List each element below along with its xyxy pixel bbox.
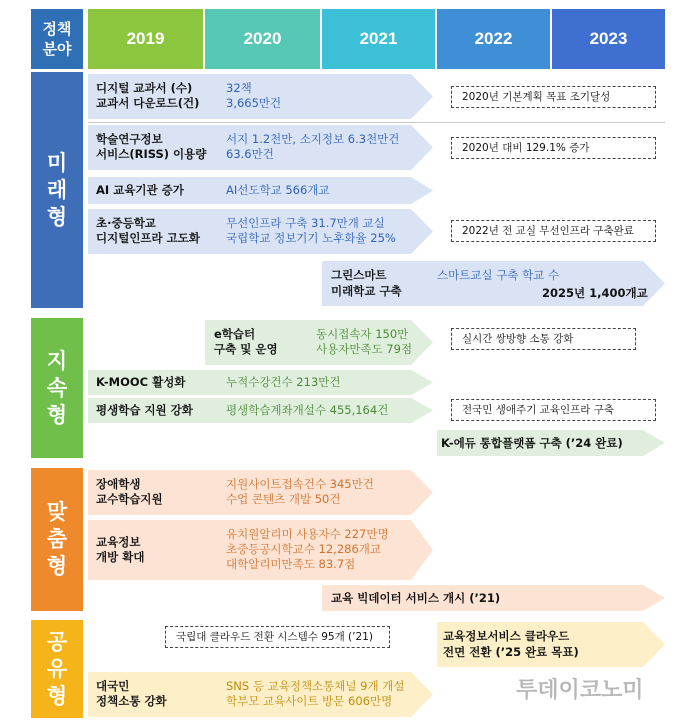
disabled-value-1: 지원사이트접속건수 345만건 (226, 477, 374, 491)
open-info-value-3: 대학알리미만족도 83.7점 (226, 557, 356, 571)
year-header-2021: 2021 (322, 9, 435, 69)
e-study-goal-box: 실시간 쌍방향 소통 강화 (451, 328, 636, 350)
year-header-2023: 2023 (552, 9, 665, 69)
riss-value-1: 서지 1.2천만, 소지정보 6.3천만건 (226, 132, 400, 146)
textbook-label-1: 디지털 교과서 (수) (96, 81, 193, 95)
disabled-label-2: 교수학습지원 (96, 492, 163, 506)
comm-value-2: 학부모 교육사이트 방문 606만명 (226, 694, 393, 708)
lifelong-goal-box: 전국민 생애주기 교육인프라 구축 (451, 399, 656, 421)
category-custom: 맞 춤 형 (31, 468, 83, 611)
textbook-value-1: 32책 (226, 81, 252, 95)
infra-label-2: 디지털인프라 고도화 (96, 231, 200, 245)
riss-label-2: 서비스(RISS) 이용량 (96, 147, 207, 161)
open-info-value-1: 유치원알리미 사용자수 227만명 (226, 527, 389, 541)
infra-value-2: 국립학교 정보기기 노후화율 25% (226, 231, 396, 245)
year-header-2022: 2022 (437, 9, 550, 69)
textbook-value-2: 3,665만건 (226, 96, 282, 110)
category-future: 미 래 형 (31, 72, 83, 308)
lifelong-value: 평생학습계좌개설수 455,164건 (226, 403, 389, 417)
e-study-value-1: 동시접속자 150만 (316, 327, 409, 341)
riss-label-1: 학술연구정보 (96, 132, 163, 146)
green-smart-value-1: 스마트교실 구축 학교 수 (437, 268, 560, 282)
infra-label-1: 초·중등학교 (96, 216, 156, 230)
big-data-label: 교육 빅데이터 서비스 개시 (’21) (331, 591, 501, 605)
k-mooc-label: K-MOOC 활성화 (96, 375, 186, 389)
ai-label: AI 교육기관 증가 (96, 183, 184, 197)
green-smart-value-2: 2025년 1,400개교 (542, 286, 648, 300)
open-info-value-2: 초중등공시학교수 12,286개교 (226, 542, 381, 556)
open-info-label-2: 개방 확대 (96, 550, 145, 564)
textbook-goal-box: 2020년 기본계획 목표 조기달성 (451, 86, 656, 108)
year-header-2019: 2019 (88, 9, 203, 69)
policy-header-line-2: 분야 (42, 40, 72, 58)
textbook-label-2: 교과서 다운로드(건) (96, 96, 200, 110)
green-smart-label-1: 그린스마트 (331, 268, 387, 282)
row-separator (88, 122, 665, 123)
ai-value: AI선도학교 566개교 (226, 183, 330, 197)
policy-area-header (31, 9, 83, 69)
riss-goal-box: 2020년 대비 129.1% 증가 (451, 137, 656, 159)
open-info-label-1: 교육정보 (96, 535, 141, 549)
cloud-all-label-2: 전면 전환 (’25 완료 목표) (443, 645, 579, 659)
watermark-logo: 투데이코노미 (516, 678, 644, 703)
policy-header-line-1: 정책 (42, 20, 72, 38)
infra-value-1: 무선인프라 구축 31.7만개 교실 (226, 216, 385, 230)
comm-label-2: 정책소통 강화 (96, 694, 167, 708)
k-edu-label: K-에듀 통합플랫폼 구축 (’24 완료) (441, 436, 623, 450)
category-sustain: 지 속 형 (31, 318, 83, 458)
e-study-label-1: e학습터 (214, 327, 256, 341)
riss-value-2: 63.6만건 (226, 147, 274, 161)
category-share: 공 유 형 (31, 620, 83, 718)
comm-label-1: 대국민 (96, 679, 130, 693)
lifelong-label: 평생학습 지원 강화 (96, 403, 193, 417)
comm-value-1: SNS 등 교육정책소통채널 9개 개설 (226, 679, 405, 693)
k-mooc-value: 누적수강건수 213만건 (226, 375, 341, 389)
disabled-value-2: 수업 콘텐츠 개발 50건 (226, 492, 341, 506)
cloud-all-label-1: 교육정보서비스 클라우드 (443, 629, 570, 643)
green-smart-label-2: 미래학교 구축 (331, 284, 402, 298)
year-header-2020: 2020 (205, 9, 320, 69)
cloud-system-box: 국립대 클라우드 전환 시스템수 95개 (’21) (165, 626, 390, 648)
infra-goal-box: 2022년 전 교실 무선인프라 구축완료 (451, 220, 656, 242)
e-study-label-2: 구축 및 운영 (214, 342, 278, 356)
e-study-value-2: 사용자만족도 79점 (316, 342, 413, 356)
disabled-label-1: 장애학생 (96, 477, 141, 491)
